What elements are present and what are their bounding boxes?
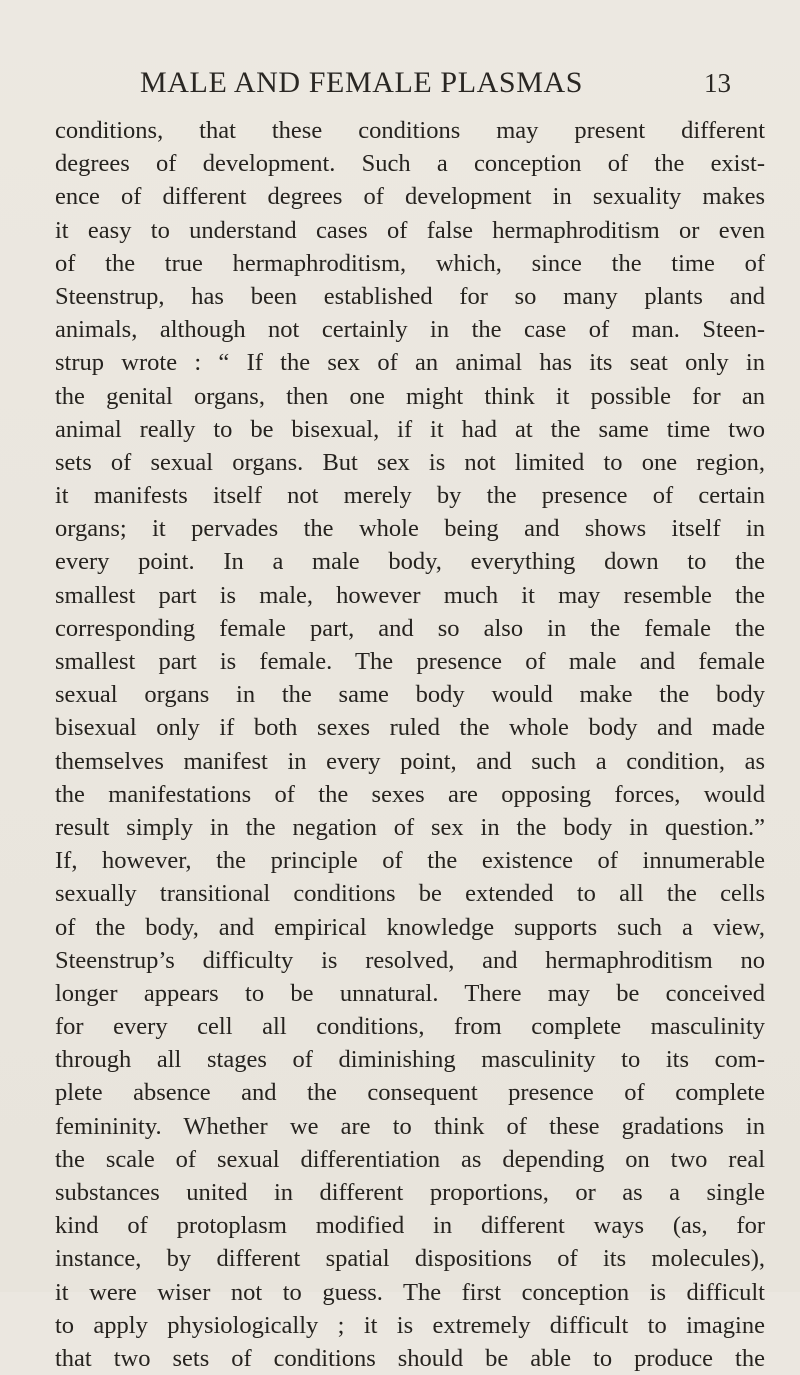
text-line: sets of sexual organs. But sex is not limited to one region, bbox=[55, 448, 765, 476]
text-line: corresponding female part, and so also in the female the bbox=[55, 614, 765, 642]
text-line: instance, by different spatial dispositions of its molecules), bbox=[55, 1245, 765, 1273]
body-text bbox=[55, 114, 765, 1375]
text-line: longer appears to be unnatural. There may be conceived bbox=[55, 979, 765, 1007]
text-line: the manifestations of the sexes are opposing forces, would bbox=[55, 780, 765, 808]
text-line: femininity. Whether we are to think of these gradations in bbox=[55, 1112, 765, 1140]
text-line: If, however, the principle of the existence of innumerable bbox=[55, 847, 765, 875]
text-line: sexually transitional conditions be extended to all the cells bbox=[55, 880, 765, 908]
text-line: kind of protoplasm modified in different ways (as, for bbox=[55, 1212, 765, 1240]
text-line: ence of different degrees of development in sexuality makes bbox=[55, 183, 765, 211]
text-line: smallest part is male, however much it may resemble the bbox=[55, 581, 765, 609]
running-head bbox=[0, 66, 800, 106]
text-line: conditions, that these conditions may present different bbox=[55, 117, 765, 144]
text-line: degrees of development. Such a conception of the exist- bbox=[55, 150, 765, 178]
page-number: 13 bbox=[704, 68, 731, 98]
text-line: of the body, and empirical knowledge supports such a view, bbox=[55, 913, 765, 941]
text-line: plete absence and the consequent presence of complete bbox=[55, 1079, 765, 1107]
text-line: result simply in the negation of sex in the body in question.” bbox=[55, 813, 765, 841]
text-line: through all stages of diminishing masculinity to its com- bbox=[55, 1046, 765, 1074]
text-line: organs; it pervades the whole being and shows itself in bbox=[55, 515, 765, 543]
text-line: themselves manifest in every point, and such a condition, as bbox=[55, 747, 765, 775]
text-line: sexual organs in the same body would make the body bbox=[55, 681, 765, 709]
text-line: smallest part is female. The presence of male and female bbox=[55, 648, 765, 675]
text-line: animals, although not certainly in the case of man. Steen- bbox=[55, 316, 765, 344]
text-line: the genital organs, then one might think it possible for an bbox=[55, 382, 765, 410]
text-line: bisexual only if both sexes ruled the whole body and made bbox=[55, 714, 765, 742]
text-line: it manifests itself not merely by the presence of certain bbox=[55, 482, 765, 510]
running-title: MALE AND FEMALE PLASMAS bbox=[140, 66, 584, 99]
text-line: Steenstrup’s difficulty is resolved, and hermaphroditism no bbox=[55, 946, 765, 974]
text-line: that two sets of conditions should be able to produce the bbox=[55, 1344, 765, 1372]
text-line: it were wiser not to guess. The first conception is difficult bbox=[55, 1278, 765, 1306]
text-line: the scale of sexual differentiation as depending on two real bbox=[55, 1145, 765, 1173]
text-line: Steenstrup, has been established for so many plants and bbox=[55, 282, 765, 310]
text-line: animal really to be bisexual, if it had at the same time two bbox=[55, 415, 765, 443]
text-line: it easy to understand cases of false hermaphroditism or even bbox=[55, 216, 765, 244]
text-line: of the true hermaphroditism, which, since the time of bbox=[55, 249, 765, 277]
text-line: to apply physiologically ; it is extremely difficult to imagine bbox=[55, 1311, 765, 1339]
text-line: for every cell all conditions, from complete masculinity bbox=[55, 1013, 765, 1041]
text-line: substances united in different proportions, or as a single bbox=[55, 1179, 765, 1206]
text-line: strup wrote : “ If the sex of an animal has its seat only in bbox=[55, 349, 765, 377]
text-line: every point. In a male body, everything down to the bbox=[55, 548, 765, 576]
